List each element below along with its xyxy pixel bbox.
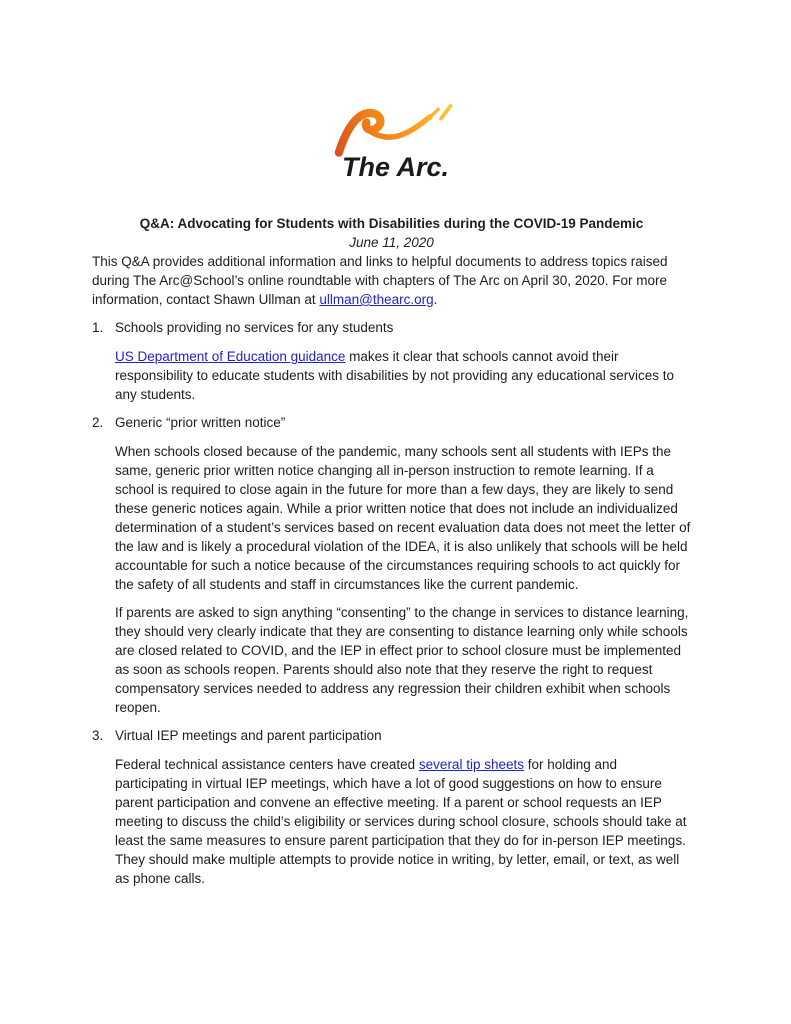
list-item-1 bbox=[92, 318, 691, 404]
item-2-heading: Generic “prior written notice” bbox=[115, 415, 286, 430]
text-run: This Q&A provides additional information and links to helpful documents to address topics raised during The Arc@School’s online roundtable with chapters of The Arc on April 30, 2020. For more information, contact Shawn Ullman at bbox=[92, 254, 668, 307]
item-2-paragraph-1 bbox=[115, 442, 691, 594]
logo bbox=[0, 0, 791, 181]
text-link[interactable]: ullman@thearc.org bbox=[319, 292, 434, 307]
item-1-number: 1. bbox=[92, 320, 104, 335]
text-run: If parents are asked to sign anything “consenting” to the change in services to distance learning, they should very clearly indicate that they are consenting to distance learning only while schools are closed related to COVID, and the IEP in effect prior to school closure must be implemented as soon as schools reopen. Parents should also note that they reserve the right to request compensatory services needed to address any regression their children exhibit when schools reopen. bbox=[115, 605, 689, 715]
text-run: When schools closed because of the pandemic, many schools sent all students with IEPs the same, generic prior written notice changing all in-person instruction to remote learning. If a school is required to close again in the future for more than a few days, they are likely to send these generic notices again. While a prior written notice that does not include an individualized determination of a student’s services based on recent evaluation data does not meet the letter of the law and is likely a procedural violation of the IDEA, it is also unlikely that schools will be held accountable for such a notice because of the circumstances requiring schools to act quickly for the safety of all students and staff in circumstances like the current pandemic. bbox=[115, 444, 691, 592]
document-title: Q&A: Advocating for Students with Disabilities during the COVID-19 Pandemic bbox=[139, 216, 644, 231]
item-2-paragraph-2 bbox=[115, 603, 691, 717]
text-link[interactable]: several tip sheets bbox=[418, 757, 524, 772]
text-run: makes it clear that schools cannot avoid their responsibility to educate students with disabilities by not providing any educational services to any students. bbox=[115, 349, 675, 402]
document-content bbox=[0, 214, 791, 888]
item-1-heading: Schools providing no services for any students bbox=[115, 320, 394, 335]
text-link[interactable]: US Department of Education guidance bbox=[115, 349, 346, 364]
item-2-number: 2. bbox=[92, 415, 104, 430]
logo-wordmark: The Arc. bbox=[341, 152, 450, 182]
item-3-heading: Virtual IEP meetings and parent participation bbox=[115, 728, 382, 743]
item-3-number: 3. bbox=[92, 728, 104, 743]
intro-paragraph bbox=[92, 252, 691, 309]
text-run: for holding and participating in virtual IEP meetings, which have a lot of good suggestions on how to ensure parent participation and convene an effective meeting. If a parent or school requests an IEP meeting to discuss the child’s eligibility or services during school closure, schools should take at least the same measures to ensure parent participation that they do for in-person IEP meetings. They should make multiple attempts to provide notice in writing, by letter, email, or text, as well as phone calls. bbox=[115, 757, 687, 886]
arc-swoosh-icon bbox=[332, 102, 459, 157]
document-date: June 11, 2020 bbox=[349, 235, 434, 250]
list-item-2 bbox=[92, 413, 691, 717]
text-run: . bbox=[433, 292, 438, 307]
item-1-paragraph-1 bbox=[115, 347, 691, 404]
text-run: Federal technical assistance centers have created bbox=[115, 757, 419, 772]
item-3-paragraph-1 bbox=[115, 755, 691, 888]
list-item-3 bbox=[92, 726, 691, 888]
